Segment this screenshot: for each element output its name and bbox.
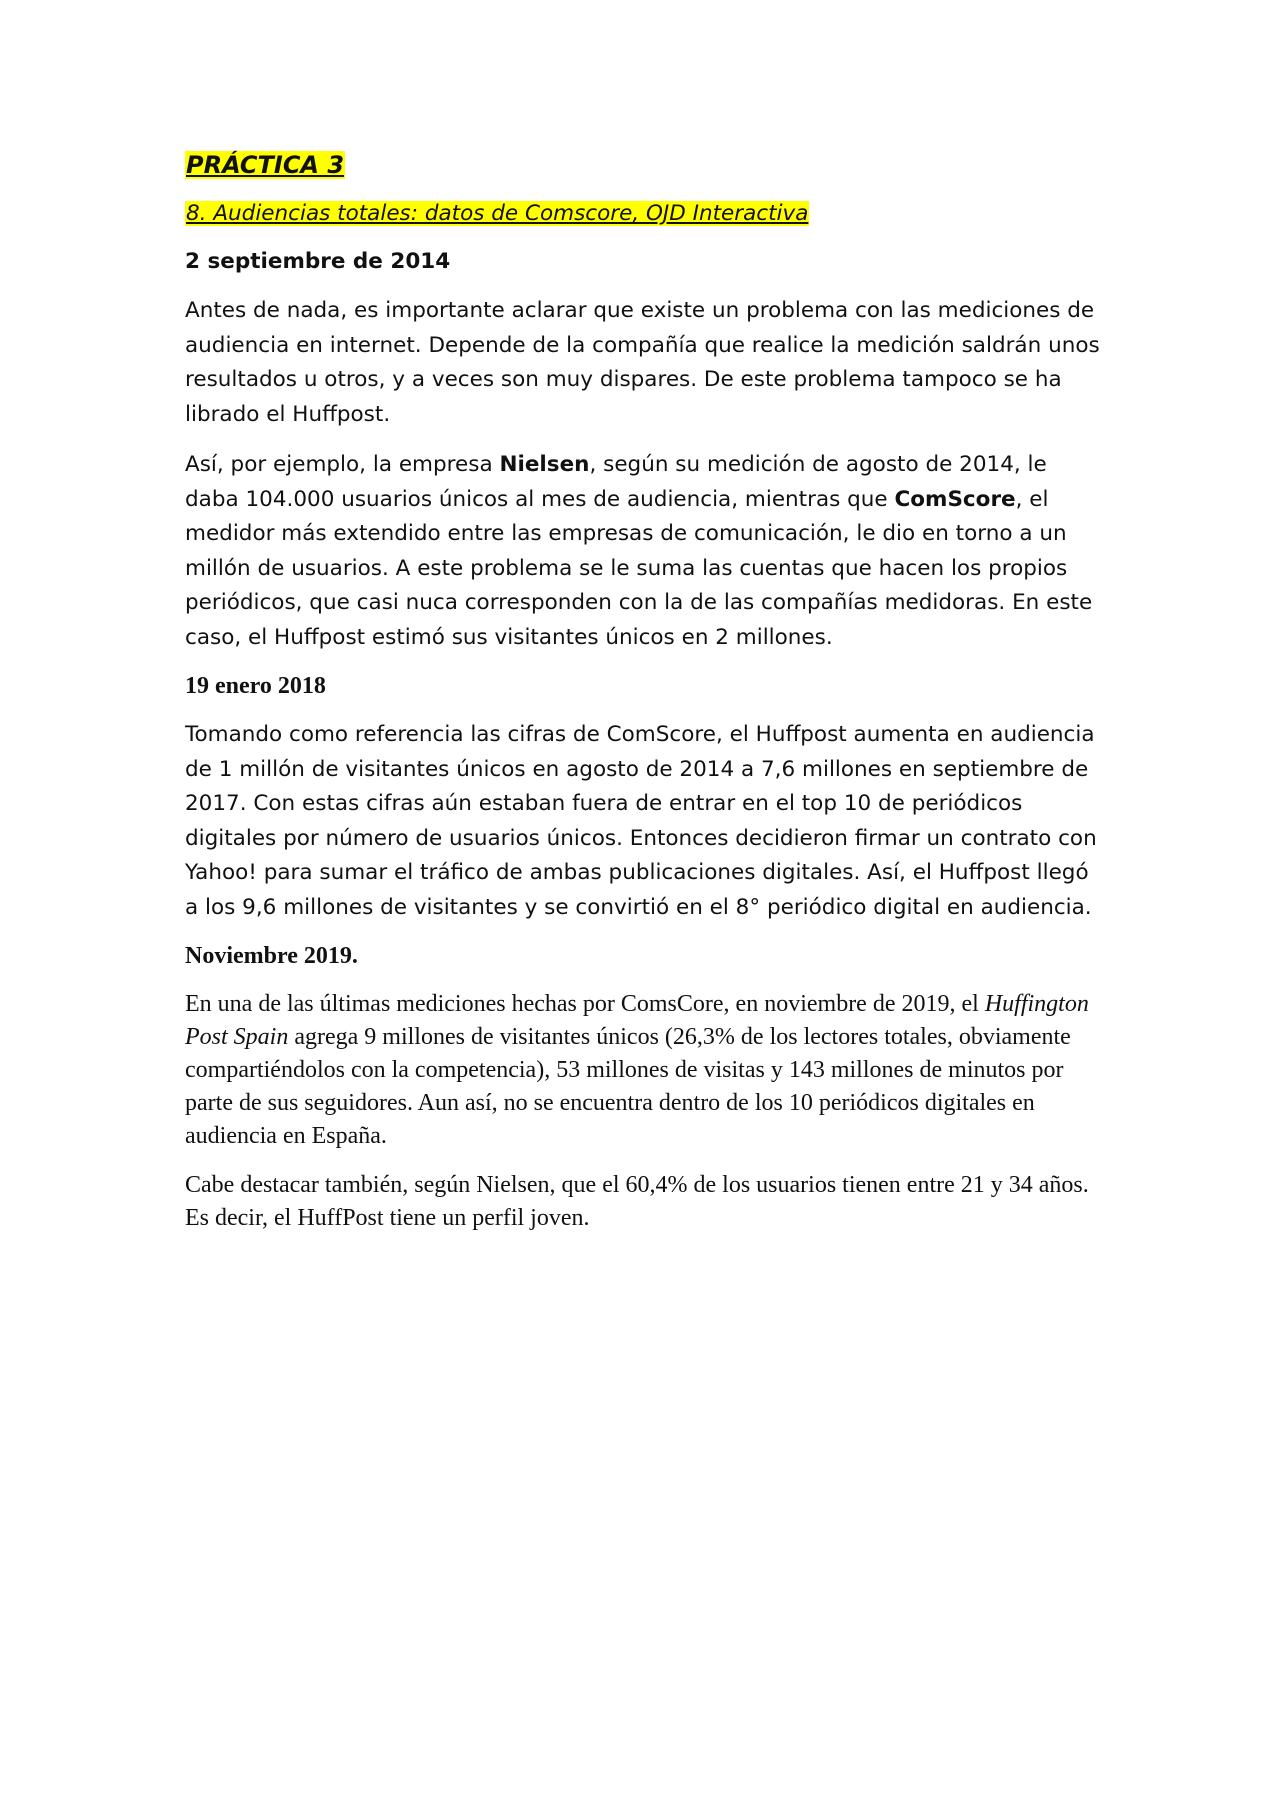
text-run: agrega 9 millones de visitantes únicos (26,3% de los lectores totales, obviamente compartiéndolos con la competencia), 53 millones de visitas y 143 millones de minutos por parte de sus seguidores. Aun así, no se encuentra dentro de los 10 periódicos digitales en audiencia en España.: [185, 1024, 1071, 1149]
text-run: Así, por ejemplo, la empresa: [185, 452, 500, 477]
subtitle-container: [185, 200, 1105, 228]
section-2018-paragraph-1: Tomando como referencia las cifras de ComScore, el Huffpost aumenta en audiencia de 1 millón de visitantes únicos en agosto de 2014 a 7,6 millones en septiembre de 2017. Con estas cifras aún estaban fuera de entrar en el top 10 de periódicos digitales por número de usuarios únicos. Entonces decidieron firmar un contrato con Yahoo! para sumar el tráfico de ambas publicaciones digitales. Así, el Huffpost llegó a los 9,6 millones de visitantes y se convirtió en el 8° periódico digital en audiencia.: [185, 722, 1097, 920]
section-2019-paragraph-2: Cabe destacar también, según Nielsen, que el 60,4% de los usuarios tienen entre 21 y 34 años. Es decir, el HuffPost tiene un perfil joven.: [185, 1172, 1089, 1231]
text-run: , según su medición de agosto de 2014, le daba 104.000 usuarios únicos al mes de audiencia, mientras que: [185, 452, 1047, 512]
section-date-2018: 19 enero 2018: [185, 673, 326, 699]
document-page: [185, 150, 1105, 1251]
text-run: En una de las últimas mediciones hechas por ComsCore, en noviembre de 2019, el: [185, 991, 985, 1017]
page-subtitle: 8. Audiencias totales: datos de Comscore, OJD Interactiva: [186, 201, 809, 226]
section-date-2014: 2 septiembre de 2014: [185, 249, 451, 274]
nielsen-bold: Nielsen: [499, 452, 590, 477]
section-2019-paragraph-1: [185, 988, 1105, 1153]
text-run: , el medidor más extendido entre las empresas de comunicación, le dio en torno a un millón de usuarios. A este problema se le suma las cuentas que hacen los propios periódicos, que casi nuca corresponden con la de las compañías medidoras. En este caso, el Huffpost estimó sus visitantes únicos en 2 millones.: [185, 486, 1093, 650]
page-title: PRÁCTICA 3: [186, 151, 345, 179]
section-2014-paragraph-2: [185, 448, 1105, 655]
section-date-2019: Noviembre 2019.: [185, 943, 358, 969]
title-container: [185, 150, 1105, 180]
section-2014-paragraph-1: Antes de nada, es importante aclarar que existe un problema con las mediciones de audiencia en internet. Depende de la compañía que realice la medición saldrán unos resultados u otros, y a veces son muy dispares. De este problema tampoco se ha librado el Huffpost.: [185, 298, 1100, 427]
huffington-italic: Huffington Post Spain: [185, 991, 1089, 1050]
comscore-bold: ComScore: [894, 486, 1016, 512]
